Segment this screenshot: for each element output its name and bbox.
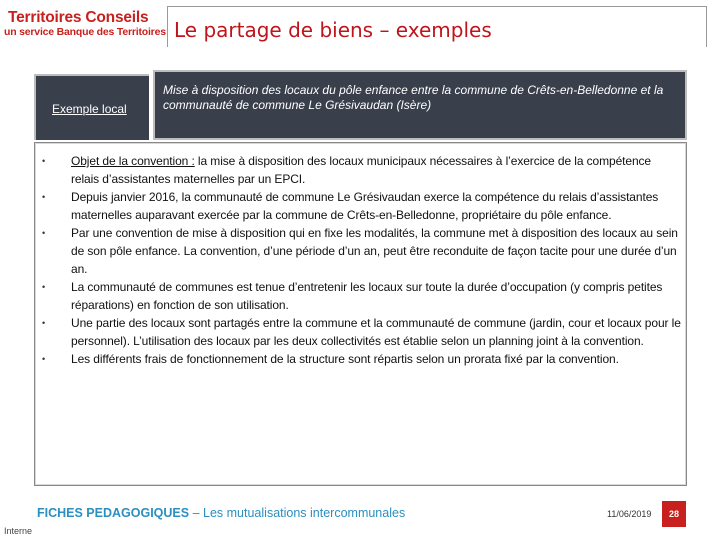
example-description-box	[153, 70, 687, 140]
bullet-text: Par une convention de mise à disposition qui en fixe les modalités, la commune met à disposition des locaux au sein de son pôle enfance. La convention, d’une période d’un an, peut être reconduite de façon tacite pour une durée d’un an.	[71, 226, 678, 276]
footer-caption	[37, 506, 405, 520]
footer-date: 11/06/2019	[607, 509, 652, 519]
example-label-box	[34, 74, 149, 140]
page-number-badge: 28	[662, 501, 686, 527]
bullet-dot-icon: •	[42, 156, 46, 166]
territoires-conseils-logo	[4, 10, 166, 38]
bullet-lead: Objet de la convention :	[71, 154, 195, 168]
footer-series: FICHES PEDAGOGIQUES	[37, 506, 190, 520]
example-label: Exemple local	[52, 102, 127, 116]
bullet-item	[42, 314, 682, 350]
bullet-text: la mise à disposition des locaux municipaux nécessaires à l’exercice de la compétence relais d’assistantes maternelles par un EPCI.	[71, 154, 651, 186]
bullet-dot-icon: •	[42, 354, 46, 364]
bullet-text: Les différents frais de fonctionnement de la structure sont répartis selon un prorata fixé par la convention.	[71, 352, 619, 366]
bullet-item	[42, 152, 682, 188]
logo-brand-name: Territoires Conseils	[8, 9, 149, 26]
bullet-text: Une partie des locaux sont partagés entre la commune et la communauté de commune (jardin, cour et locaux pour le personnel). L’utilisation des locaux par les deux collectivités est établie selon un planning joint à la convention.	[71, 316, 681, 348]
classification-label: Interne	[4, 526, 33, 536]
footer-separator: –	[189, 506, 204, 520]
bullet-item	[42, 188, 682, 224]
slide-title: Le partage de biens – exemples	[174, 18, 492, 42]
bullet-item	[42, 224, 682, 278]
bullet-dot-icon: •	[42, 282, 46, 292]
bullet-item	[42, 350, 682, 368]
bullet-item	[42, 278, 682, 314]
logo-tagline: un service Banque des Territoires	[4, 26, 166, 38]
bullet-list	[42, 152, 682, 368]
bullet-text: Depuis janvier 2016, la communauté de commune Le Grésivaudan exerce la compétence du relais d’assistantes maternelles auparavant exercée par la commune de Crêts-en-Belledonne, propriétaire du pôle enfance.	[71, 190, 659, 222]
bullet-dot-icon: •	[42, 318, 46, 328]
bullet-text: La communauté de communes est tenue d’entretenir les locaux sur toute la durée d’occupation (y compris petites réparations) en fonction de son utilisation.	[71, 280, 663, 312]
footer-subtitle: Les mutualisations intercommunales	[203, 506, 406, 520]
bullet-dot-icon: •	[42, 192, 46, 202]
example-description: Mise à disposition des locaux du pôle enfance entre la commune de Crêts-en-Belledonne et la communauté de commune Le Grésivaudan (Isère)	[163, 83, 664, 112]
bullet-dot-icon: •	[42, 228, 46, 238]
